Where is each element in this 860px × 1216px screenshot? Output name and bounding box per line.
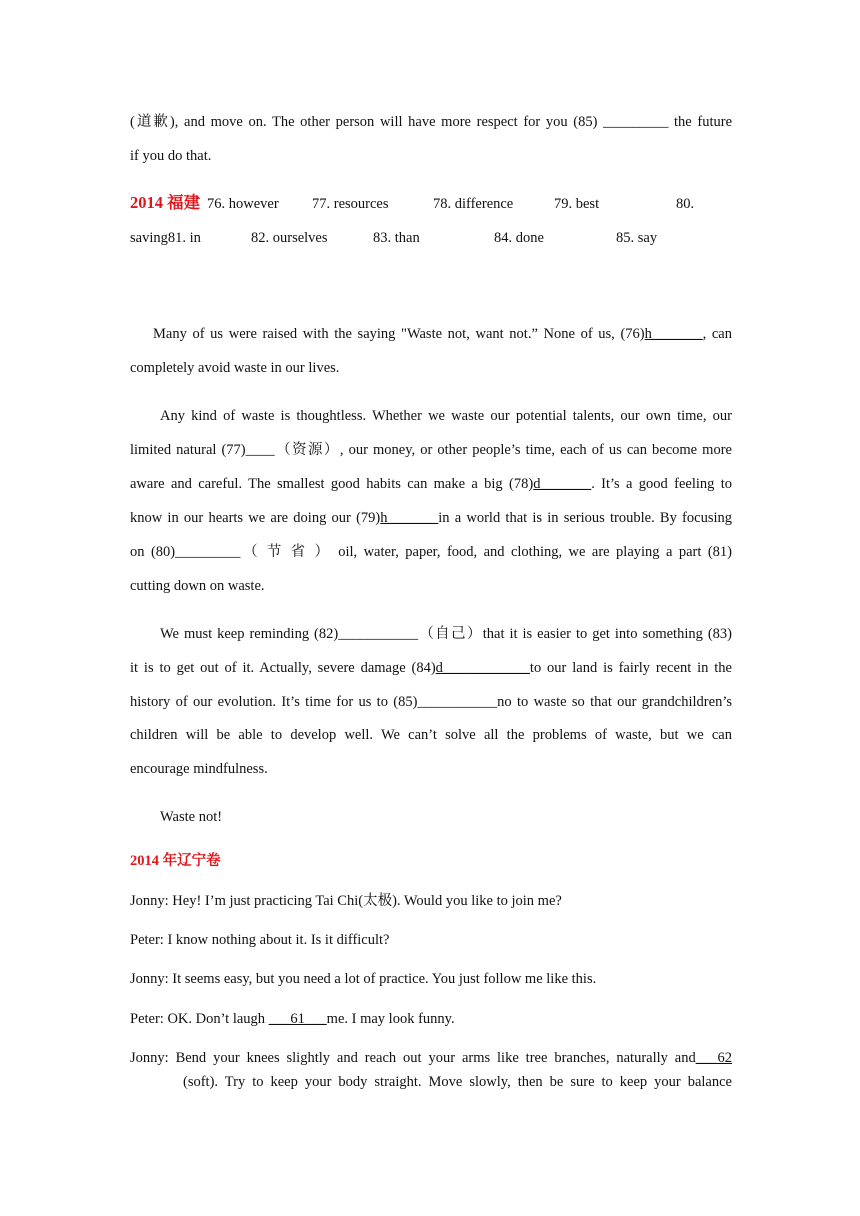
answer-key-line	[130, 193, 732, 214]
paragraph-line: completely avoid waste in our lives.	[130, 360, 340, 376]
blank-62: ___62	[695, 1050, 732, 1066]
blank-61: ___61___	[268, 1011, 327, 1027]
section-heading: 2014 福建	[130, 193, 201, 212]
answer-item: 83. than	[373, 230, 420, 246]
paragraph-line: children will be able to develop well. We can’t solve all the problems of waste, but we can	[130, 727, 732, 743]
blank-80: _________	[175, 544, 241, 560]
paragraph-line: (道歉), and move on. The other person will have more respect for you (85) _________ the future	[130, 114, 732, 130]
dialogue-line: Peter: OK. Don’t laugh ___61___me. I may look funny.	[130, 1011, 455, 1027]
answer-item: saving81. in	[130, 230, 201, 246]
answer-item: 84. done	[494, 230, 544, 246]
paragraph-line: aware and careful. The smallest good habits can make a big (78)d_______. It’s a good feeling to	[130, 476, 732, 492]
paragraph-line: history of our evolution. It’s time for us to (85)___________no to waste so that our grandchildren’s	[130, 694, 732, 710]
dialogue-line: Peter: I know nothing about it. Is it difficult?	[130, 932, 390, 948]
answer-key-line	[130, 228, 732, 248]
paragraph-line: Any kind of waste is thoughtless. Whether we waste our potential talents, our own time, our	[160, 408, 732, 424]
blank-77: ____	[245, 442, 275, 458]
paragraph-line: Many of us were raised with the saying "Waste not, want not.” None of us, (76)h_______, can	[153, 326, 732, 342]
dialogue-line: Jonny: Hey! I’m just practicing Tai Chi(太极). Would you like to join me?	[130, 893, 562, 909]
answer-item: 76. however	[207, 196, 279, 212]
paragraph-line: it is to get out of it. Actually, severe damage (84)d____________to our land is fairly recent in the	[130, 660, 732, 676]
blank-78: d_______	[533, 476, 592, 492]
answer-item: 80.	[676, 196, 695, 212]
answer-item: 85. say	[616, 230, 658, 246]
blank-76: h_______	[644, 326, 703, 342]
paragraph-line: if you do that.	[130, 148, 212, 164]
blank-79: h_______	[380, 510, 439, 526]
paragraph-line: Waste not!	[160, 809, 223, 825]
answer-item: 78. difference	[433, 196, 514, 212]
dialogue-line: Jonny: It seems easy, but you need a lot of practice. You just follow me like this.	[130, 971, 597, 987]
blank-85: ___________	[417, 694, 498, 710]
paragraph-line: We must keep reminding (82)___________（自己）that it is easier to get into something (83)	[160, 626, 732, 642]
blank-84: d____________	[435, 660, 530, 676]
blank-82: ___________	[338, 626, 418, 642]
answer-item: 82. ourselves	[251, 230, 328, 246]
section-heading: 2014 年辽宁卷	[130, 853, 221, 869]
dialogue-line: Jonny: Bend your knees slightly and reach out your arms like tree branches, naturally and___62	[130, 1050, 732, 1066]
paragraph-line: encourage mindfulness.	[130, 761, 268, 777]
paragraph-line: limited natural (77)____（资源）, our money, or other people’s time, each of us can become more	[130, 442, 732, 458]
paragraph-line: know in our hearts we are doing our (79)h_______in a world that is in serious trouble. By focusing	[130, 510, 732, 526]
paragraph-line: cutting down on waste.	[130, 578, 265, 594]
answer-item: 79. best	[554, 196, 600, 212]
answer-item: 77. resources	[312, 196, 389, 212]
paragraph-line: on (80)_________（ 节 省 ） oil, water, paper, food, and clothing, we are playing a part (81)	[130, 544, 732, 560]
dialogue-line: (soft). Try to keep your body straight. Move slowly, then be sure to keep your balance	[183, 1074, 732, 1090]
